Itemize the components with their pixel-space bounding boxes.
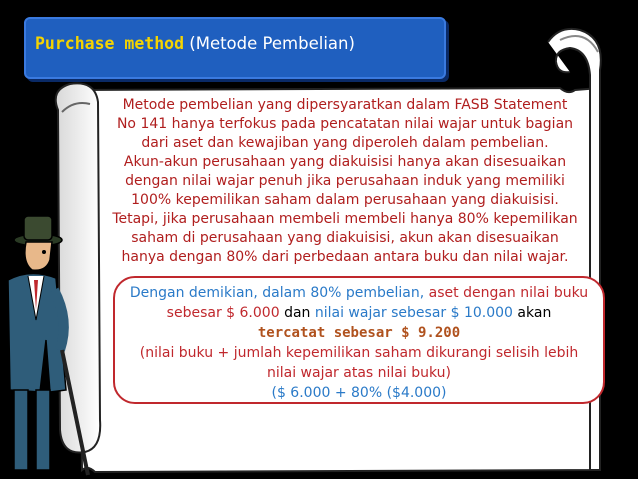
paragraph-line: No 141 hanya terfokus pada pencatatan nilai wajar untuk bagian bbox=[116, 116, 574, 132]
paragraph-line: saham di perusahaan yang diakuisisi, akun akan disesuaikan bbox=[131, 230, 559, 246]
box-line-2: sebesar $ 6.000 dan nilai wajar sebesar $ 10.000 akan bbox=[166, 305, 552, 321]
title-english: Purchase method bbox=[35, 34, 185, 53]
box-line-4: (nilai buku + jumlah kepemilikan saham dikurangi selisih lebih bbox=[139, 345, 579, 361]
paragraph bbox=[100, 96, 590, 267]
businessman-figure bbox=[0, 210, 92, 479]
paragraph-line: Tetapi, jika perusahaan membeli membeli hanya 80% kepemilikan bbox=[112, 211, 578, 227]
box-line-5: nilai wajar atas nilai buku) bbox=[266, 365, 451, 381]
paragraph-line: Akun-akun perusahaan yang diakuisisi hanya akan disesuaikan bbox=[123, 154, 567, 170]
paragraph-line: hanya dengan 80% dari perbedaan antara buku dan nilai wajar. bbox=[121, 249, 569, 265]
example-box-text bbox=[113, 283, 605, 403]
title-indonesian: (Metode Pembelian) bbox=[189, 34, 355, 53]
slide-title bbox=[35, 34, 355, 53]
box-line-3: tercatat sebesar $ 9.200 bbox=[257, 325, 461, 341]
paragraph-line: Metode pembelian yang dipersyaratkan dalam FASB Statement bbox=[122, 97, 568, 113]
paragraph-line: dengan nilai wajar penuh jika perusahaan induk yang memiliki bbox=[125, 173, 565, 189]
paragraph-line: 100% kepemilikan saham dalam perusahaan yang diakuisisi. bbox=[131, 192, 559, 208]
box-line-1: Dengan demikian, dalam 80% pembelian, aset dengan nilai buku bbox=[129, 285, 589, 301]
paragraph-line: dari aset dan kewajiban yang diperoleh dalam pembelian. bbox=[141, 135, 549, 151]
box-line-6: ($ 6.000 + 80% ($4.000) bbox=[271, 385, 447, 401]
